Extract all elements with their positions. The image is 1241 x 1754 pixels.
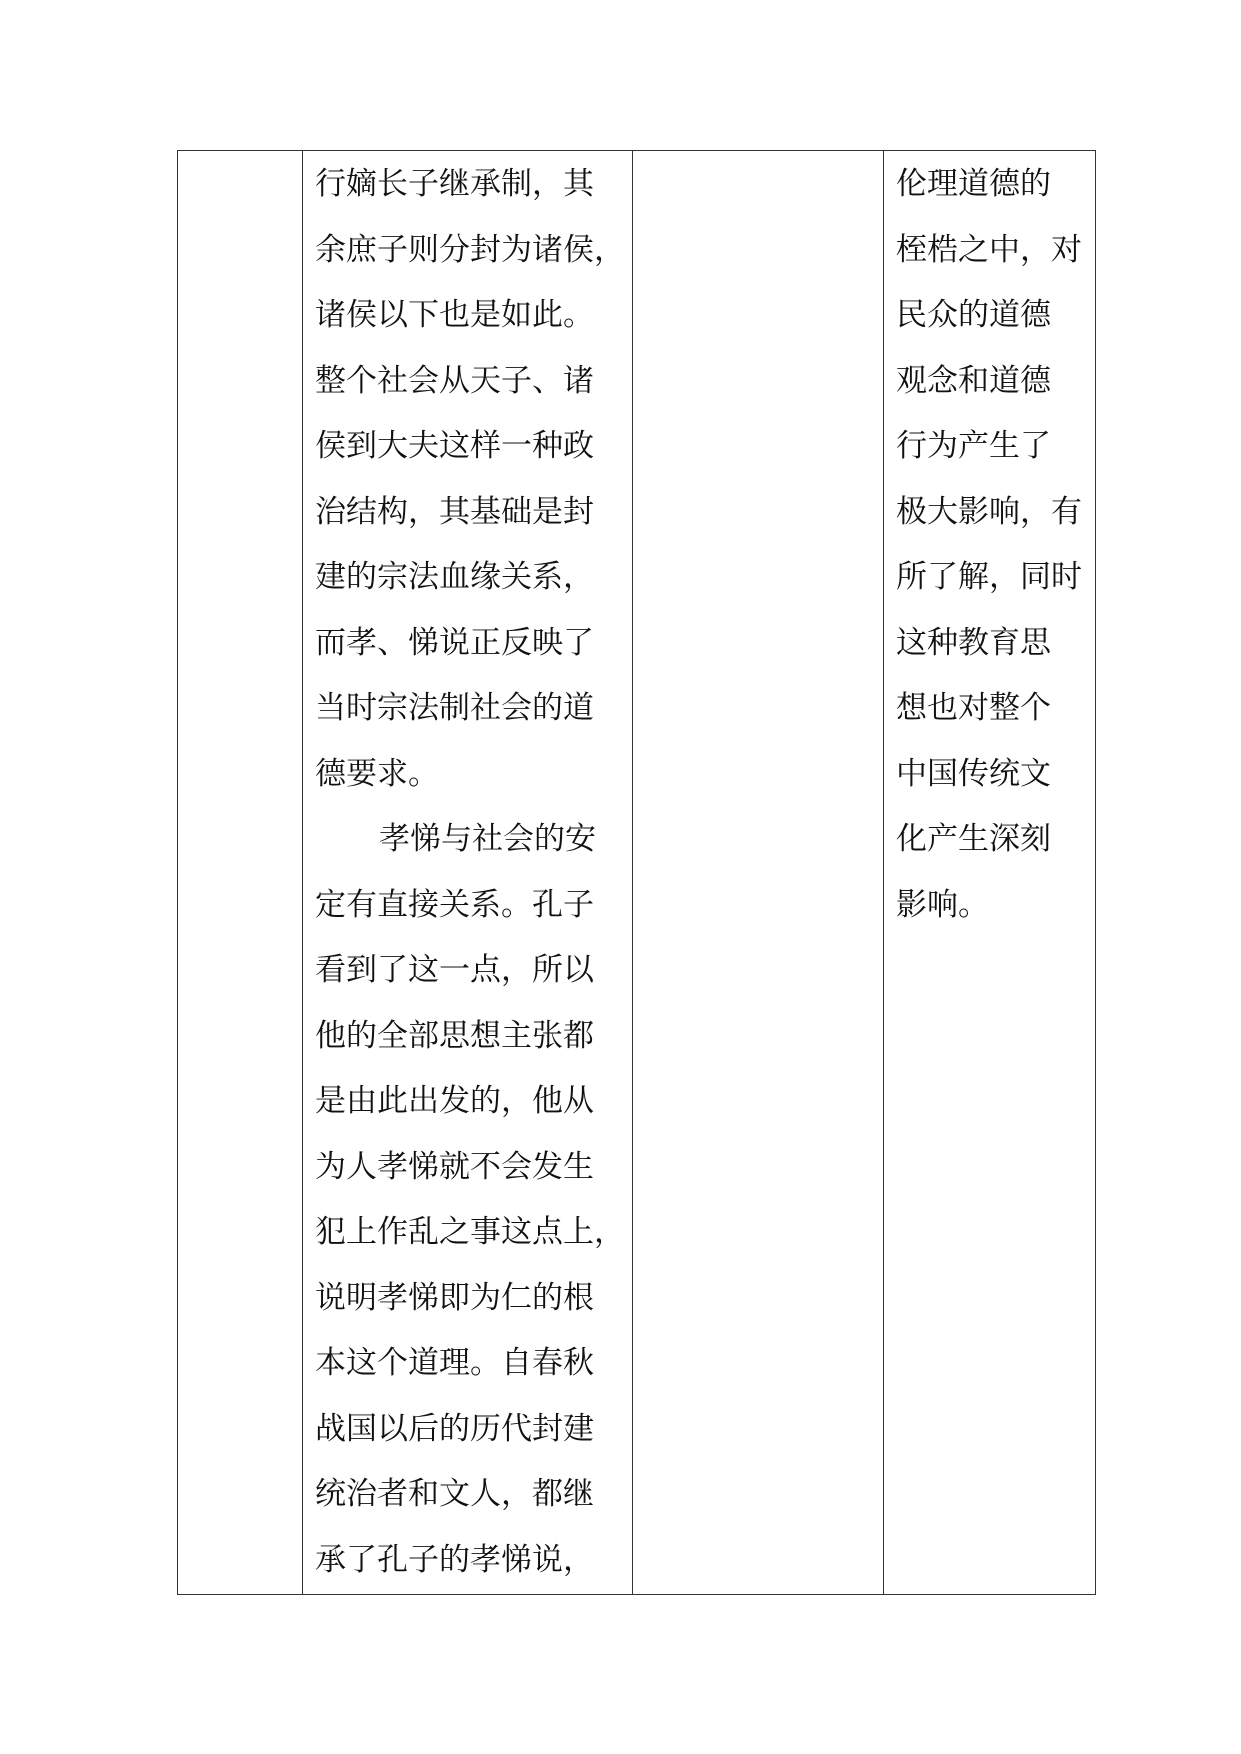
- text-line: 孝悌与社会的安: [379, 821, 596, 857]
- text-line: 余庶子则分封为诸侯，: [315, 231, 625, 268]
- text-line: 影响。: [896, 886, 989, 923]
- text-line: 想也对整个: [896, 690, 1051, 726]
- text-line: 这种教育思: [896, 624, 1051, 661]
- text-line: 极大影响，有: [896, 493, 1082, 530]
- text-line: 统治者和文人，都继: [315, 1476, 594, 1512]
- text-line: 侯到大夫这样一种政: [315, 428, 594, 464]
- table-cell-main-text: [303, 151, 633, 1595]
- text-line: 承了孔子的孝悌说，: [315, 1541, 594, 1578]
- text-line: 德要求。: [315, 755, 439, 792]
- text-line: 犯上作乱之事这点上，: [315, 1214, 625, 1250]
- text-line: 诸侯以下也是如此。: [315, 297, 594, 333]
- main-text-paragraph: [303, 151, 632, 1593]
- text-line: 是由此出发的，他从: [315, 1083, 594, 1119]
- text-line: 看到了这一点，所以: [315, 952, 594, 988]
- text-line: 为人孝悌就不会发生: [315, 1148, 594, 1185]
- text-line: 战国以后的历代封建: [315, 1410, 594, 1447]
- content-table: [177, 150, 1096, 1595]
- text-line: 治结构，其基础是封: [315, 493, 594, 530]
- side-text-paragraph: [884, 151, 1095, 938]
- text-line: 观念和道德: [896, 362, 1051, 399]
- text-line: 而孝、悌说正反映了: [315, 624, 594, 661]
- text-line: 所了解，同时: [896, 559, 1082, 595]
- text-line: 他的全部思想主张都: [315, 1017, 594, 1054]
- text-line: 伦理道德的: [896, 166, 1051, 202]
- text-line: 民众的道德: [896, 297, 1051, 333]
- text-line: 中国传统文: [896, 755, 1051, 792]
- table-cell-empty-2: [633, 151, 884, 1595]
- text-line: 行嫡长子继承制，其: [315, 166, 594, 202]
- text-line: 建的宗法血缘关系，: [315, 559, 594, 595]
- text-line: 整个社会从天子、诸: [315, 362, 594, 399]
- text-line: 定有直接关系。孔子: [315, 886, 594, 923]
- text-line: 桎梏之中，对: [896, 231, 1082, 268]
- text-line: 化产生深刻: [896, 821, 1051, 857]
- text-line: 本这个道理。自春秋: [315, 1345, 594, 1381]
- text-line: 说明孝悌即为仁的根: [315, 1279, 594, 1316]
- table-row: [178, 151, 1096, 1595]
- text-line: 行为产生了: [896, 428, 1051, 464]
- table-cell-empty-1: [178, 151, 303, 1595]
- table-cell-side-text: [884, 151, 1096, 1595]
- text-line: 当时宗法制社会的道: [315, 690, 594, 726]
